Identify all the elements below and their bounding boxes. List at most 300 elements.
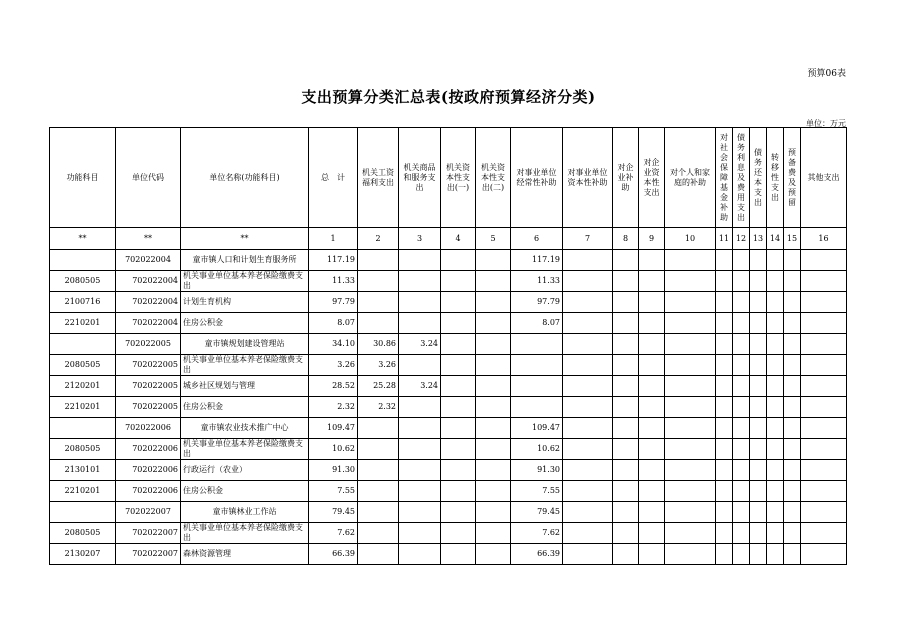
goods-services-cell: 3.24 [399,334,441,355]
inst-recurrent-cell: 10.62 [511,439,563,460]
index-cell: 12 [733,228,750,250]
index-cell: 3 [399,228,441,250]
table-row [50,397,847,418]
unit-name-cell: 童市镇规划建设管理站 [181,334,309,355]
col-header-salary-welfare: 机关工资福利支出 [358,128,399,228]
enterprise-capital-cell [639,523,665,544]
social-security-cell [716,271,733,292]
col-header-enterprise-subsidy: 对企业补助 [613,128,639,228]
table-row [50,418,847,439]
enterprise-capital-cell [639,502,665,523]
transfer-cell [767,355,784,376]
function-code-cell [50,334,116,355]
unit-code-cell: 702022007 [116,523,181,544]
function-code-cell [50,418,116,439]
capital-2-cell [476,418,511,439]
col-header-household: 对个人和家庭的补助 [665,128,716,228]
inst-recurrent-cell [511,397,563,418]
goods-services-cell [399,418,441,439]
transfer-cell [767,439,784,460]
inst-recurrent-cell: 91.30 [511,460,563,481]
other-cell [801,439,847,460]
enterprise-capital-cell [639,544,665,565]
debt-interest-cell [733,523,750,544]
enterprise-subsidy-cell [613,397,639,418]
reserve-cell [784,502,801,523]
debt-interest-cell [733,544,750,565]
goods-services-cell [399,271,441,292]
unit-name-cell: 童市镇农业技术推广中心 [181,418,309,439]
total-cell: 91.30 [309,460,358,481]
index-cell: ** [181,228,309,250]
capital-1-cell [441,544,476,565]
inst-capital-cell [563,439,613,460]
reserve-cell [784,397,801,418]
unit-name-cell: 行政运行（农业） [181,460,309,481]
index-cell: 1 [309,228,358,250]
function-code-cell: 2080505 [50,355,116,376]
enterprise-capital-cell [639,376,665,397]
inst-recurrent-cell [511,376,563,397]
capital-1-cell [441,313,476,334]
salary-welfare-cell [358,502,399,523]
other-cell [801,397,847,418]
inst-capital-cell [563,523,613,544]
household-cell [665,313,716,334]
unit-name-cell: 住房公积金 [181,481,309,502]
total-cell: 28.52 [309,376,358,397]
salary-welfare-cell: 25.28 [358,376,399,397]
index-cell: 13 [750,228,767,250]
index-cell: 2 [358,228,399,250]
capital-2-cell [476,460,511,481]
capital-2-cell [476,502,511,523]
household-cell [665,481,716,502]
household-cell [665,523,716,544]
inst-recurrent-cell: 109.47 [511,418,563,439]
unit-name-cell: 机关事业单位基本养老保险缴费支出 [181,271,309,292]
col-header-capital-2: 机关资本性支出(二) [476,128,511,228]
unit-code-cell: 702022005 [116,397,181,418]
household-cell [665,334,716,355]
unit-name-cell: 住房公积金 [181,397,309,418]
reserve-cell [784,481,801,502]
other-cell [801,481,847,502]
inst-recurrent-cell [511,334,563,355]
index-cell: 10 [665,228,716,250]
table-row [50,460,847,481]
household-cell [665,250,716,271]
capital-1-cell [441,502,476,523]
salary-welfare-cell [358,418,399,439]
capital-1-cell [441,376,476,397]
unit-name-cell: 机关事业单位基本养老保险缴费支出 [181,523,309,544]
index-cell: 6 [511,228,563,250]
enterprise-capital-cell [639,250,665,271]
enterprise-subsidy-cell [613,523,639,544]
inst-capital-cell [563,397,613,418]
unit-code-cell: 702022004 [116,250,181,271]
enterprise-subsidy-cell [613,334,639,355]
goods-services-cell [399,355,441,376]
enterprise-subsidy-cell [613,481,639,502]
unit-code-cell: 702022004 [116,271,181,292]
transfer-cell [767,376,784,397]
inst-capital-cell [563,460,613,481]
total-cell: 66.39 [309,544,358,565]
other-cell [801,376,847,397]
unit-code-cell: 702022007 [116,544,181,565]
transfer-cell [767,481,784,502]
other-cell [801,502,847,523]
reserve-cell [784,250,801,271]
col-header-capital-1: 机关资本性支出(一) [441,128,476,228]
debt-interest-cell [733,292,750,313]
social-security-cell [716,523,733,544]
page-title: 支出预算分类汇总表(按政府预算经济分类) [301,88,596,106]
function-code-cell: 2120201 [50,376,116,397]
unit-name-cell: 住房公积金 [181,313,309,334]
reserve-cell [784,334,801,355]
other-cell [801,460,847,481]
enterprise-subsidy-cell [613,355,639,376]
table-row [50,355,847,376]
other-cell [801,355,847,376]
household-cell [665,439,716,460]
capital-1-cell [441,250,476,271]
col-header-other: 其他支出 [801,128,847,228]
col-header-inst-recurrent: 对事业单位经常性补助 [511,128,563,228]
col-header-transfer: 转移性支出 [767,128,784,228]
enterprise-capital-cell [639,439,665,460]
household-cell [665,502,716,523]
social-security-cell [716,502,733,523]
goods-services-cell [399,523,441,544]
debt-interest-cell [733,439,750,460]
reserve-cell [784,544,801,565]
inst-recurrent-cell: 7.62 [511,523,563,544]
transfer-cell [767,334,784,355]
col-header-inst-capital: 对事业单位资本性补助 [563,128,613,228]
budget-table [49,127,847,565]
reserve-cell [784,376,801,397]
goods-services-cell [399,460,441,481]
reserve-cell [784,523,801,544]
debt-principal-cell [750,376,767,397]
household-cell [665,418,716,439]
table-row [50,376,847,397]
debt-interest-cell [733,418,750,439]
table-row [50,334,847,355]
index-cell: 16 [801,228,847,250]
index-cell: ** [116,228,181,250]
debt-interest-cell [733,481,750,502]
inst-capital-cell [563,313,613,334]
table-row [50,313,847,334]
salary-welfare-cell [358,523,399,544]
table-row [50,292,847,313]
function-code-cell: 2210201 [50,313,116,334]
other-cell [801,418,847,439]
social-security-cell [716,376,733,397]
capital-1-cell [441,523,476,544]
debt-principal-cell [750,481,767,502]
goods-services-cell [399,502,441,523]
total-cell: 8.07 [309,313,358,334]
goods-services-cell [399,439,441,460]
total-cell: 7.62 [309,523,358,544]
unit-code-cell: 702022005 [116,334,181,355]
goods-services-cell [399,313,441,334]
social-security-cell [716,313,733,334]
capital-1-cell [441,271,476,292]
table-row [50,523,847,544]
debt-principal-cell [750,334,767,355]
inst-recurrent-cell: 7.55 [511,481,563,502]
salary-welfare-cell [358,250,399,271]
col-header-debt-principal: 债务还本支出 [750,128,767,228]
unit-code-cell: 702022004 [116,313,181,334]
capital-2-cell [476,250,511,271]
transfer-cell [767,397,784,418]
goods-services-cell [399,481,441,502]
reserve-cell [784,313,801,334]
function-code-cell: 2080505 [50,271,116,292]
debt-principal-cell [750,397,767,418]
total-cell: 3.26 [309,355,358,376]
col-header-total: 总 计 [309,128,358,228]
transfer-cell [767,292,784,313]
col-header-social-security: 对社会保障基金补助 [716,128,733,228]
enterprise-subsidy-cell [613,271,639,292]
index-cell: 4 [441,228,476,250]
inst-recurrent-cell: 8.07 [511,313,563,334]
reserve-cell [784,439,801,460]
social-security-cell [716,460,733,481]
enterprise-capital-cell [639,292,665,313]
social-security-cell [716,355,733,376]
total-cell: 2.32 [309,397,358,418]
function-code-cell: 2130101 [50,460,116,481]
other-cell [801,334,847,355]
capital-2-cell [476,313,511,334]
debt-interest-cell [733,271,750,292]
inst-recurrent-cell [511,355,563,376]
unit-code-cell: 702022005 [116,376,181,397]
function-code-cell: 2100716 [50,292,116,313]
other-cell [801,271,847,292]
goods-services-cell [399,292,441,313]
enterprise-capital-cell [639,418,665,439]
enterprise-subsidy-cell [613,439,639,460]
table-row [50,502,847,523]
debt-principal-cell [750,355,767,376]
reserve-cell [784,271,801,292]
debt-interest-cell [733,460,750,481]
enterprise-subsidy-cell [613,460,639,481]
header-row [50,128,847,228]
transfer-cell [767,313,784,334]
inst-recurrent-cell: 97.79 [511,292,563,313]
table-row [50,544,847,565]
total-cell: 109.47 [309,418,358,439]
col-header-debt-interest: 债务利息及费用支出 [733,128,750,228]
household-cell [665,460,716,481]
index-cell: 7 [563,228,613,250]
goods-services-cell: 3.24 [399,376,441,397]
inst-capital-cell [563,250,613,271]
other-cell [801,544,847,565]
total-cell: 34.10 [309,334,358,355]
function-code-cell: 2080505 [50,523,116,544]
social-security-cell [716,544,733,565]
index-cell: 8 [613,228,639,250]
household-cell [665,355,716,376]
reserve-cell [784,292,801,313]
salary-welfare-cell [358,313,399,334]
reserve-cell [784,355,801,376]
salary-welfare-cell: 2.32 [358,397,399,418]
index-cell: 15 [784,228,801,250]
enterprise-subsidy-cell [613,292,639,313]
enterprise-capital-cell [639,313,665,334]
social-security-cell [716,292,733,313]
unit-name-cell: 童市镇人口和计划生育服务所 [181,250,309,271]
transfer-cell [767,460,784,481]
transfer-cell [767,271,784,292]
enterprise-capital-cell [639,460,665,481]
transfer-cell [767,418,784,439]
capital-1-cell [441,439,476,460]
reserve-cell [784,418,801,439]
transfer-cell [767,250,784,271]
debt-principal-cell [750,439,767,460]
enterprise-capital-cell [639,271,665,292]
goods-services-cell [399,250,441,271]
capital-1-cell [441,418,476,439]
salary-welfare-cell [358,544,399,565]
index-cell: 14 [767,228,784,250]
salary-welfare-cell: 3.26 [358,355,399,376]
function-code-cell [50,502,116,523]
capital-2-cell [476,439,511,460]
function-code-cell: 2210201 [50,481,116,502]
total-cell: 79.45 [309,502,358,523]
salary-welfare-cell [358,271,399,292]
inst-recurrent-cell: 11.33 [511,271,563,292]
capital-2-cell [476,292,511,313]
debt-interest-cell [733,355,750,376]
salary-welfare-cell [358,481,399,502]
index-row [50,228,847,250]
function-code-cell [50,250,116,271]
capital-1-cell [441,292,476,313]
unit-label: 单位：万元 [806,119,846,128]
salary-welfare-cell [358,460,399,481]
social-security-cell [716,481,733,502]
inst-recurrent-cell: 79.45 [511,502,563,523]
other-cell [801,313,847,334]
debt-principal-cell [750,313,767,334]
salary-welfare-cell [358,292,399,313]
unit-code-cell: 702022007 [116,502,181,523]
debt-interest-cell [733,397,750,418]
index-cell: 11 [716,228,733,250]
enterprise-capital-cell [639,355,665,376]
function-code-cell: 2080505 [50,439,116,460]
debt-principal-cell [750,523,767,544]
table-row [50,271,847,292]
enterprise-subsidy-cell [613,502,639,523]
unit-name-cell: 机关事业单位基本养老保险缴费支出 [181,355,309,376]
debt-principal-cell [750,271,767,292]
capital-2-cell [476,481,511,502]
table-row [50,250,847,271]
social-security-cell [716,334,733,355]
total-cell: 7.55 [309,481,358,502]
capital-2-cell [476,271,511,292]
col-header-goods-services: 机关商品和服务支出 [399,128,441,228]
debt-principal-cell [750,250,767,271]
capital-1-cell [441,481,476,502]
enterprise-subsidy-cell [613,250,639,271]
household-cell [665,544,716,565]
inst-capital-cell [563,418,613,439]
index-cell: ** [50,228,116,250]
total-cell: 117.19 [309,250,358,271]
table-row [50,439,847,460]
unit-code-cell: 702022006 [116,481,181,502]
social-security-cell [716,418,733,439]
household-cell [665,271,716,292]
inst-capital-cell [563,355,613,376]
capital-1-cell [441,355,476,376]
household-cell [665,376,716,397]
total-cell: 10.62 [309,439,358,460]
enterprise-capital-cell [639,397,665,418]
debt-interest-cell [733,502,750,523]
unit-name-cell: 森林资源管理 [181,544,309,565]
inst-capital-cell [563,481,613,502]
inst-capital-cell [563,334,613,355]
capital-1-cell [441,460,476,481]
salary-welfare-cell: 30.86 [358,334,399,355]
form-number: 预算06表 [807,69,846,79]
capital-1-cell [441,334,476,355]
capital-2-cell [476,355,511,376]
debt-interest-cell [733,250,750,271]
debt-principal-cell [750,460,767,481]
inst-recurrent-cell: 66.39 [511,544,563,565]
capital-2-cell [476,376,511,397]
inst-capital-cell [563,292,613,313]
unit-code-cell: 702022006 [116,418,181,439]
inst-capital-cell [563,376,613,397]
debt-principal-cell [750,502,767,523]
col-header-unit-code: 单位代码 [116,128,181,228]
enterprise-capital-cell [639,334,665,355]
other-cell [801,250,847,271]
inst-recurrent-cell: 117.19 [511,250,563,271]
social-security-cell [716,250,733,271]
capital-2-cell [476,544,511,565]
unit-name-cell: 机关事业单位基本养老保险缴费支出 [181,439,309,460]
transfer-cell [767,502,784,523]
social-security-cell [716,439,733,460]
unit-code-cell: 702022005 [116,355,181,376]
other-cell [801,523,847,544]
debt-interest-cell [733,334,750,355]
